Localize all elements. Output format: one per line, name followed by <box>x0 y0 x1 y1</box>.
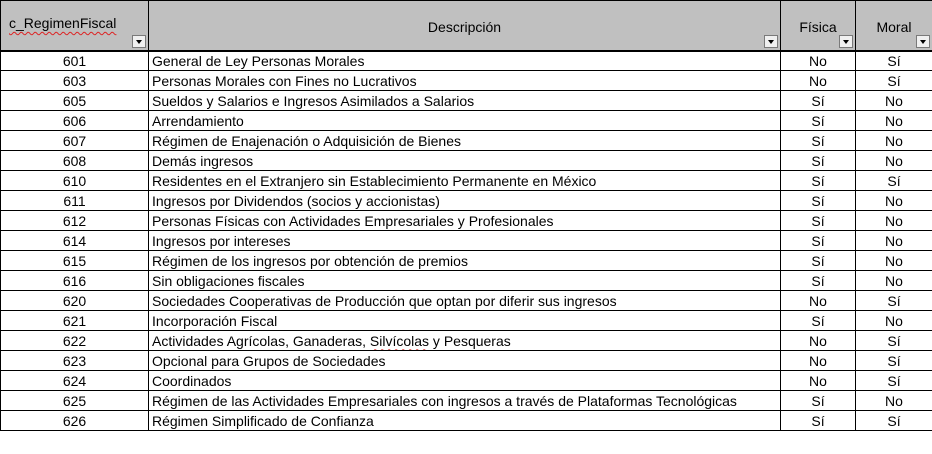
cell-code[interactable]: 620 <box>1 291 149 311</box>
cell-code[interactable]: 611 <box>1 191 149 211</box>
table-row <box>1 311 932 331</box>
header-description[interactable] <box>149 1 781 51</box>
cell-fisica[interactable]: Sí <box>781 171 856 191</box>
cell-code[interactable]: 606 <box>1 111 149 131</box>
header-moral[interactable] <box>856 1 932 51</box>
cell-fisica[interactable]: No <box>781 371 856 391</box>
cell-fisica[interactable]: Sí <box>781 131 856 151</box>
table-row <box>1 351 932 371</box>
cell-fisica[interactable]: No <box>781 331 856 351</box>
header-description-label: Descripción <box>427 19 502 35</box>
cell-moral[interactable]: No <box>856 131 932 151</box>
header-code[interactable] <box>1 1 149 51</box>
cell-code[interactable]: 608 <box>1 151 149 171</box>
cell-code[interactable]: 622 <box>1 331 149 351</box>
table-row <box>1 331 932 351</box>
table-row <box>1 291 932 311</box>
table-row <box>1 71 932 91</box>
cell-code[interactable]: 610 <box>1 171 149 191</box>
cell-description[interactable]: Arrendamiento <box>149 111 781 131</box>
table-row <box>1 271 932 291</box>
cell-fisica[interactable]: Sí <box>781 391 856 411</box>
cell-description[interactable]: Ingresos por intereses <box>149 231 781 251</box>
cell-code[interactable]: 614 <box>1 231 149 251</box>
table-row <box>1 391 932 411</box>
cell-moral[interactable]: No <box>856 271 932 291</box>
cell-moral[interactable]: Sí <box>856 351 932 371</box>
cell-moral[interactable]: Sí <box>856 371 932 391</box>
cell-fisica[interactable]: No <box>781 71 856 91</box>
cell-code[interactable]: 624 <box>1 371 149 391</box>
cell-moral[interactable]: No <box>856 151 932 171</box>
table-row <box>1 51 932 71</box>
cell-description[interactable]: Personas Morales con Fines no Lucrativos <box>149 71 781 91</box>
cell-moral[interactable]: Sí <box>856 331 932 351</box>
cell-moral[interactable]: Sí <box>856 411 932 431</box>
cell-code[interactable]: 621 <box>1 311 149 331</box>
cell-fisica[interactable]: Sí <box>781 191 856 211</box>
table-row <box>1 231 932 251</box>
cell-fisica[interactable]: Sí <box>781 411 856 431</box>
cell-moral[interactable]: Sí <box>856 171 932 191</box>
cell-description[interactable]: Sociedades Cooperativas de Producción que optan por diferir sus ingresos <box>149 291 781 311</box>
filter-dropdown-icon[interactable] <box>916 35 930 48</box>
cell-description[interactable]: Actividades Agrícolas, Ganaderas, Silvícolas y Pesqueras <box>149 331 781 351</box>
cell-code[interactable]: 626 <box>1 411 149 431</box>
cell-fisica[interactable]: No <box>781 291 856 311</box>
cell-fisica[interactable]: No <box>781 351 856 371</box>
table-row <box>1 91 932 111</box>
cell-code[interactable]: 612 <box>1 211 149 231</box>
cell-moral[interactable]: No <box>856 191 932 211</box>
cell-moral[interactable]: No <box>856 311 932 331</box>
table-row <box>1 211 932 231</box>
header-moral-label: Moral <box>876 19 912 35</box>
cell-description[interactable]: Demás ingresos <box>149 151 781 171</box>
cell-description[interactable]: Personas Físicas con Actividades Empresariales y Profesionales <box>149 211 781 231</box>
table-row <box>1 131 932 151</box>
cell-code[interactable]: 625 <box>1 391 149 411</box>
cell-moral[interactable]: Sí <box>856 71 932 91</box>
table-row <box>1 171 932 191</box>
cell-code[interactable]: 616 <box>1 271 149 291</box>
header-fisica[interactable] <box>781 1 856 51</box>
cell-code[interactable]: 623 <box>1 351 149 371</box>
cell-moral[interactable]: Sí <box>856 291 932 311</box>
cell-fisica[interactable]: Sí <box>781 271 856 291</box>
cell-moral[interactable]: No <box>856 391 932 411</box>
cell-code[interactable]: 603 <box>1 71 149 91</box>
table-row <box>1 251 932 271</box>
table-row <box>1 371 932 391</box>
filter-dropdown-icon[interactable] <box>132 35 146 48</box>
table-row <box>1 411 932 431</box>
cell-code[interactable]: 605 <box>1 91 149 111</box>
cell-description[interactable]: Régimen de los ingresos por obtención de premios <box>149 251 781 271</box>
cell-description[interactable]: Régimen de las Actividades Empresariales con ingresos a través de Plataformas Tecnológicas <box>149 391 781 411</box>
table-body <box>1 51 932 431</box>
cell-fisica[interactable]: Sí <box>781 151 856 171</box>
cell-description[interactable]: Sin obligaciones fiscales <box>149 271 781 291</box>
cell-code[interactable]: 607 <box>1 131 149 151</box>
table-row <box>1 191 932 211</box>
cell-moral[interactable]: No <box>856 231 932 251</box>
header-row <box>1 1 932 51</box>
cell-moral[interactable]: No <box>856 111 932 131</box>
cell-description[interactable]: Régimen Simplificado de Confianza <box>149 411 781 431</box>
cell-moral[interactable]: No <box>856 251 932 271</box>
filter-dropdown-icon[interactable] <box>764 35 778 48</box>
cell-moral[interactable]: Sí <box>856 51 932 71</box>
cell-fisica[interactable]: Sí <box>781 211 856 231</box>
filter-dropdown-icon[interactable] <box>839 35 853 48</box>
cell-description[interactable]: Residentes en el Extranjero sin Establecimiento Permanente en México <box>149 171 781 191</box>
cell-fisica[interactable]: Sí <box>781 91 856 111</box>
cell-code[interactable]: 615 <box>1 251 149 271</box>
cell-code[interactable]: 601 <box>1 51 149 71</box>
cell-description[interactable]: Ingresos por Dividendos (socios y accionistas) <box>149 191 781 211</box>
cell-description[interactable]: Régimen de Enajenación o Adquisición de Bienes <box>149 131 781 151</box>
cell-fisica[interactable]: No <box>781 51 856 71</box>
cell-description[interactable]: Opcional para Grupos de Sociedades <box>149 351 781 371</box>
cell-description[interactable]: Incorporación Fiscal <box>149 311 781 331</box>
cell-description[interactable]: Sueldos y Salarios e Ingresos Asimilados a Salarios <box>149 91 781 111</box>
cell-description[interactable]: General de Ley Personas Morales <box>149 51 781 71</box>
cell-fisica[interactable]: Sí <box>781 231 856 251</box>
header-fisica-label: Física <box>799 19 837 35</box>
cell-fisica[interactable]: Sí <box>781 311 856 331</box>
cell-moral[interactable]: No <box>856 91 932 111</box>
cell-fisica[interactable]: Sí <box>781 251 856 271</box>
cell-fisica[interactable]: Sí <box>781 111 856 131</box>
cell-moral[interactable]: No <box>856 211 932 231</box>
cell-description[interactable]: Coordinados <box>149 371 781 391</box>
table-row <box>1 111 932 131</box>
table-row <box>1 151 932 171</box>
header-code-label: c_RegimenFiscal <box>9 15 117 31</box>
